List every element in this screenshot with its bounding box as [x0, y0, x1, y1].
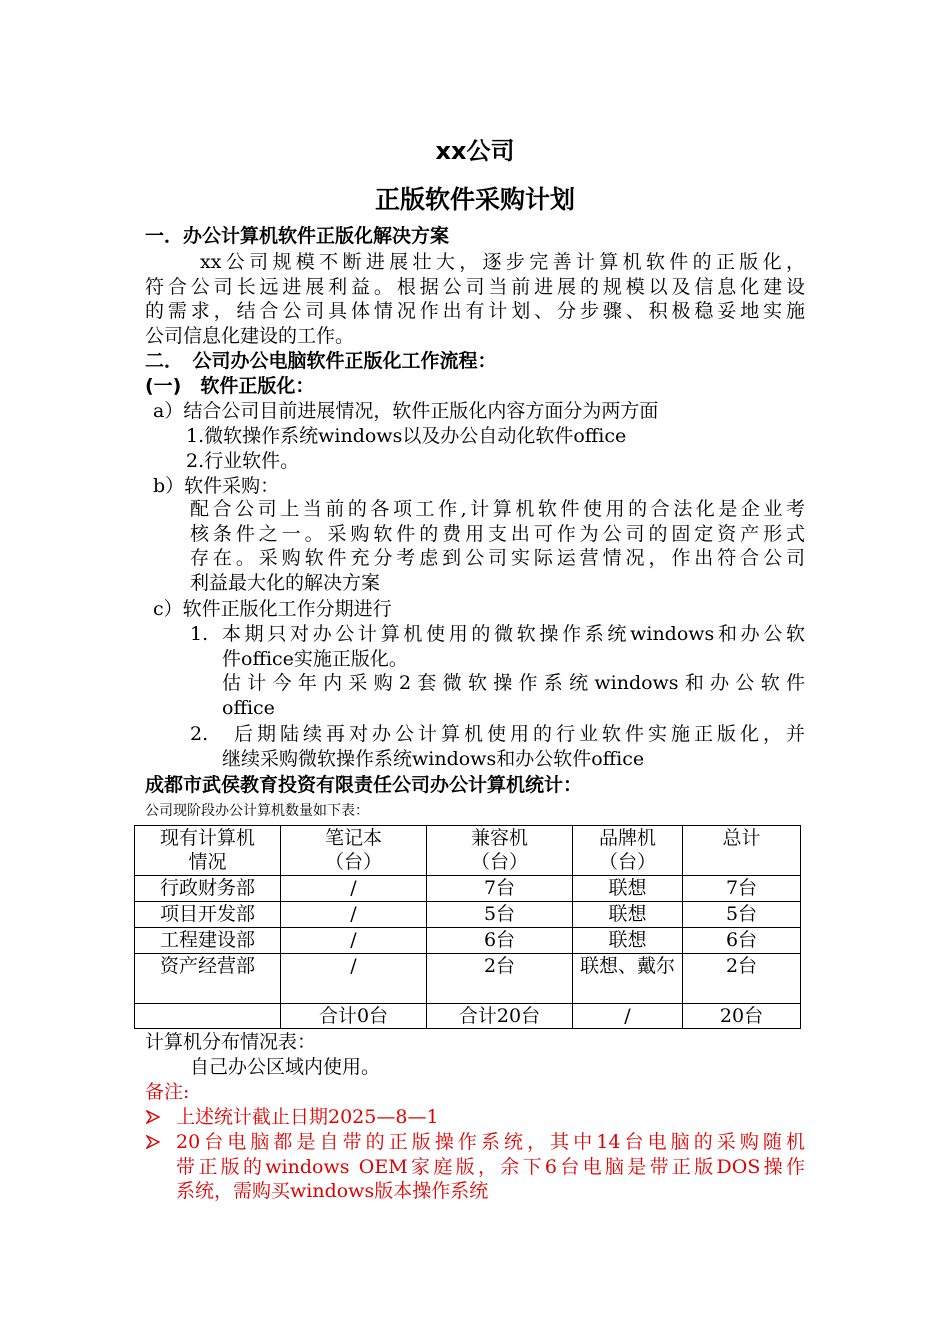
section1-line: xx公司规模不断进展壮大，逐步完善计算机软件的正版化， — [200, 251, 805, 273]
section1-line: 符合公司长远进展利益。根据公司当前进展的规模以及信息化建设 — [145, 275, 805, 298]
arrow-bullet-icon — [146, 1110, 160, 1124]
header-cell-line: （台） — [470, 851, 528, 873]
header-cell — [135, 826, 281, 876]
note-bullet-1: 上述统计截止日期2025—8—1 — [176, 1106, 439, 1128]
header-cell-line: （台） — [324, 851, 382, 873]
table-header-row — [135, 826, 801, 876]
table-cell: 7台 — [683, 876, 801, 902]
header-cell-line: 品牌机 — [598, 827, 656, 849]
note-bullet-2-line: 带正版的windows OEM家庭版，余下6台电脑是带正版DOS操作 — [176, 1155, 805, 1178]
header-cell — [281, 826, 427, 876]
item-a1: 1.微软操作系统windows以及办公自动化软件office — [186, 425, 627, 447]
item-b-line: 利益最大化的解决方案 — [190, 571, 381, 594]
arrow-bullet-icon — [146, 1135, 160, 1149]
stats-caption: 公司现阶段办公计算机数量如下表： — [145, 803, 369, 819]
item-a: a）结合公司目前进展情况，软件正版化内容方面分为两方面 — [153, 400, 659, 422]
section1-line: 公司信息化建设的工作。 — [145, 324, 355, 347]
table-row — [135, 902, 801, 928]
item-b: b）软件采购： — [153, 475, 280, 497]
table-cell: 5台 — [683, 902, 801, 928]
table-cell: 联想 — [573, 902, 683, 928]
table-cell: / — [281, 928, 427, 954]
item-b-line: 存在。采购软件充分考虑到公司实际运营情况，作出符合公司 — [190, 547, 805, 569]
header-cell — [573, 826, 683, 876]
table-row — [135, 928, 801, 954]
distribution-label: 计算机分布情况表： — [145, 1031, 317, 1053]
table-cell: 20台 — [683, 1004, 801, 1029]
item-c1-line: 估计今年内采购2套微软操作系统windows和办公软件 — [222, 672, 805, 694]
item-a2: 2.行业软件。 — [186, 450, 300, 472]
table-cell: 合计20台 — [427, 1004, 573, 1029]
doc-title-company: xx公司 — [435, 137, 515, 165]
table-cell: 合计0台 — [281, 1004, 427, 1029]
section1-line: 的需求，结合公司具体情况作出有计划、分步骤、积极稳妥地实施 — [145, 300, 805, 322]
item-c1-line: office — [222, 696, 275, 719]
header-cell-line: （台） — [598, 851, 656, 873]
table-cell: 工程建设部 — [135, 928, 281, 954]
item-c1-line: 件office实施正版化。 — [222, 647, 408, 670]
computer-stats-table — [134, 825, 801, 1029]
header-cell-line: 总计 — [722, 827, 761, 849]
distribution-text: 自己办公区域内使用。 — [190, 1056, 381, 1078]
table-cell: 2台 — [683, 954, 801, 1004]
section1-paragraph — [145, 250, 805, 348]
item-c2-line: 继续采购微软操作系统windows和办公软件office — [222, 747, 645, 770]
table-row — [135, 954, 801, 1004]
table-cell: 7台 — [427, 876, 573, 902]
section2-heading: 二． 公司办公电脑软件正版化工作流程： — [145, 350, 497, 372]
header-cell-line: 笔记本 — [324, 827, 382, 849]
table-cell: / — [281, 902, 427, 928]
table-cell: / — [281, 954, 427, 1004]
note-bullet-2 — [176, 1130, 805, 1204]
note-bullet-2-line: 系统，需购买windows版本操作系统 — [176, 1180, 489, 1202]
item-c1-paragraph — [222, 622, 805, 720]
table-cell: 6台 — [427, 928, 573, 954]
stats-heading: 成都市武侯教育投资有限责任公司办公计算机统计： — [145, 774, 583, 796]
item-b-paragraph — [190, 497, 805, 595]
item-c2-number: 2. — [190, 723, 209, 745]
item-c2-line: 后期陆续再对办公计算机使用的行业软件实施正版化，并 — [234, 723, 805, 745]
table-cell: 行政财务部 — [135, 876, 281, 902]
table-total-row — [135, 1004, 801, 1029]
table-cell: 联想、戴尔 — [573, 954, 683, 1004]
section1-heading: 一．办公计算机软件正版化解决方案 — [145, 225, 450, 247]
table-cell: 6台 — [683, 928, 801, 954]
table-cell: / — [573, 1004, 683, 1029]
item-b-line: 核条件之一。采购软件的费用支出可作为公司的固定资产形式 — [190, 522, 805, 545]
item-c1-number: 1. — [190, 623, 209, 645]
header-cell-line: 兼容机 — [470, 827, 528, 849]
table-cell: 资产经营部 — [135, 954, 281, 1004]
header-cell — [683, 826, 801, 876]
table-cell: 2台 — [427, 954, 573, 1004]
table-cell: 项目开发部 — [135, 902, 281, 928]
table-cell: 联想 — [573, 928, 683, 954]
item-c1-line: 本期只对办公计算机使用的微软操作系统windows和办公软 — [222, 623, 805, 645]
item-c2-paragraph — [222, 722, 805, 771]
table-cell: / — [281, 876, 427, 902]
header-cell-line: 现有计算机 — [159, 827, 255, 849]
item-b-line: 配合公司上当前的各项工作,计算机软件使用的合法化是企业考 — [190, 498, 805, 520]
table-cell — [135, 1004, 281, 1029]
table-row — [135, 876, 801, 902]
note-bullet-2-line: 20台电脑都是自带的正版操作系统，其中14台电脑的采购随机 — [176, 1131, 805, 1153]
table-cell: 5台 — [427, 902, 573, 928]
item-c: c）软件正版化工作分期进行 — [153, 598, 392, 620]
notes-label: 备注: — [145, 1081, 190, 1103]
doc-title-plan: 正版软件采购计划 — [374, 185, 575, 214]
header-cell — [427, 826, 573, 876]
section2-subheading: (一) 软件正版化： — [145, 375, 315, 397]
table-cell: 联想 — [573, 876, 683, 902]
header-cell-line: 情况 — [188, 851, 227, 873]
